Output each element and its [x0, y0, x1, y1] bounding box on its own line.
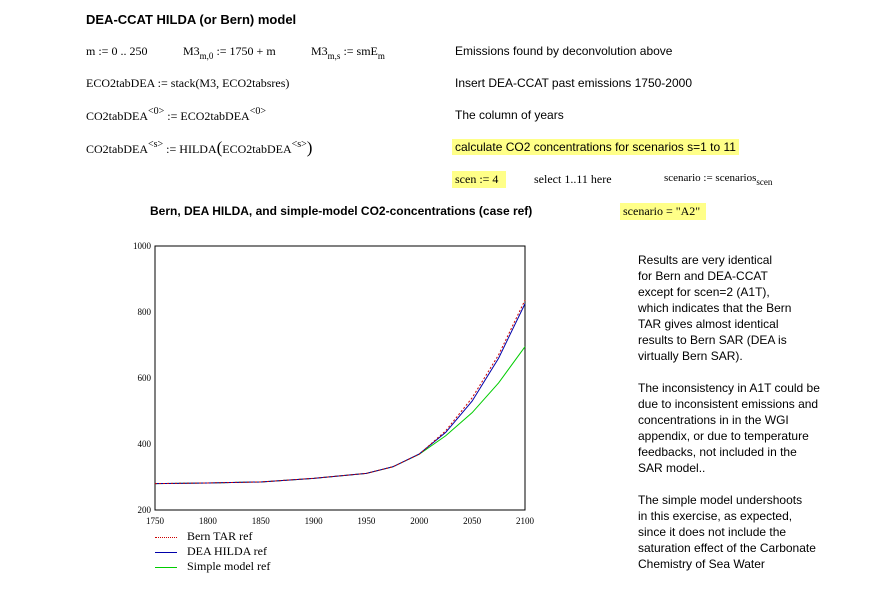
m3-year-definition: $M3_{m,0}$ := 1750 + m	[183, 44, 276, 61]
col0-sup: <0>	[148, 106, 165, 117]
x-tick-label: 1750	[146, 516, 164, 526]
series-line-dea-hilda-ref	[155, 304, 525, 484]
legend-label-simple: Simple model ref	[187, 559, 271, 573]
m3-s-rhs-sub: m	[377, 51, 385, 61]
select-hint: select 1..11 here	[534, 172, 612, 186]
chart-title: Bern, DEA HILDA, and simple-model CO2-concentrations (case ref)	[150, 204, 533, 218]
m3-s-rhs: smE	[356, 44, 378, 58]
x-tick-label: 1900	[304, 516, 323, 526]
scenario-rhs-sub: scen	[756, 177, 773, 187]
m3-year-rhs: 1750 + m	[229, 44, 276, 58]
results-notes: Results are very identical for Bern and DEA-CCAT except for scen=2 (A1T), which indicates that the Bern TAR gives almost identical results to Bern SAR (DEA is virtually Bern SAR). The inconsistency in A1T could be due to inconsistent emissions and concentrations in in the WGI appendix, or due to temperature feedbacks, not included in the SAR model.. The simple model undershoots in this exercise, as expected, since it does not include the saturation effect of the Carbonate Chemistry of Sea Water	[638, 253, 820, 571]
scenario-lhs: scenario	[664, 172, 701, 184]
range-rhs: 0 .. 250	[111, 44, 148, 58]
cols-sup: <s>	[148, 139, 164, 150]
legend-item-simple	[155, 559, 270, 574]
legend-swatch-dea	[155, 552, 177, 553]
scenario-rhs: scenarios	[715, 172, 757, 184]
y-tick-label: 600	[137, 373, 151, 383]
eco2-lhs: ECO2tabDEA	[86, 76, 155, 90]
cols-lhs: CO2tabDEA	[86, 142, 148, 156]
legend-swatch-simple	[155, 567, 177, 568]
comment-past-emissions: Insert DEA-CCAT past emissions 1750-2000	[455, 76, 692, 90]
col0-lhs: CO2tabDEA	[86, 109, 148, 123]
y-tick-label: 800	[137, 307, 151, 317]
page-title: DEA-CCAT HILDA (or Bern) model	[86, 12, 297, 27]
scen-input[interactable]: scen := 4	[452, 171, 506, 188]
cols-rhs-fn: HILDA	[179, 142, 217, 156]
y-tick-label: 400	[137, 439, 151, 449]
years-column-definition: CO2tabDEA$^{<0>}$ := ECO2tabDEA$^{<0>}$	[86, 106, 266, 123]
x-tick-label: 1850	[251, 516, 270, 526]
legend-item-dea	[155, 544, 267, 559]
x-tick-label: 1800	[198, 516, 217, 526]
x-tick-label: 2000	[410, 516, 429, 526]
x-tick-label: 2100	[516, 516, 534, 526]
series-line-bern-tar-ref	[155, 300, 525, 483]
col0-rhs: ECO2tabDEA	[180, 109, 250, 123]
m3-scenario-definition: $M3_{m,s}$ := smE$_m$	[311, 44, 385, 61]
cols-rhs-sup: <s>	[291, 139, 307, 150]
m3-year-lhs: M3	[183, 44, 200, 58]
col0-rhs-sup: <0>	[249, 106, 266, 117]
legend-swatch-bern	[155, 537, 177, 538]
y-tick-label: 200	[137, 505, 151, 515]
comment-years-column: The column of years	[455, 108, 564, 122]
hilda-definition: CO2tabDEA$^{<s>}$ := HILDA(ECO2tabDEA$^{<s>}$)	[86, 138, 313, 157]
legend-item-bern	[155, 529, 252, 544]
y-tick-label: 1000	[133, 241, 151, 251]
scenario-value: scenario = "A2"	[620, 203, 706, 220]
range-lhs: m	[86, 44, 96, 58]
x-tick-label: 1950	[357, 516, 376, 526]
legend-label-bern: Bern TAR ref	[187, 529, 253, 543]
eco2-definition: ECO2tabDEA := stack(M3, ECO2tabsres)	[86, 76, 290, 90]
plot-frame	[155, 246, 525, 510]
comment-emissions: Emissions found by deconvolution above	[455, 44, 673, 58]
m3-s-lhs: M3	[311, 44, 328, 58]
m3-s-sub: m,s	[327, 51, 341, 61]
cols-rhs-arg: ECO2tabDEA	[222, 142, 292, 156]
scenario-definition: scenario := scenarios$_{scen}$	[664, 172, 773, 187]
legend-label-dea: DEA HILDA ref	[187, 544, 267, 558]
x-tick-label: 2050	[463, 516, 482, 526]
series-line-simple-model-ref	[155, 347, 525, 484]
m3-year-sub: m,0	[199, 51, 214, 61]
range-definition: m := 0 .. 250	[86, 44, 148, 58]
comment-calculate: calculate CO2 concentrations for scenarios s=1 to 11	[452, 139, 739, 155]
eco2-rhs: stack(M3, ECO2tabsres)	[170, 76, 290, 90]
